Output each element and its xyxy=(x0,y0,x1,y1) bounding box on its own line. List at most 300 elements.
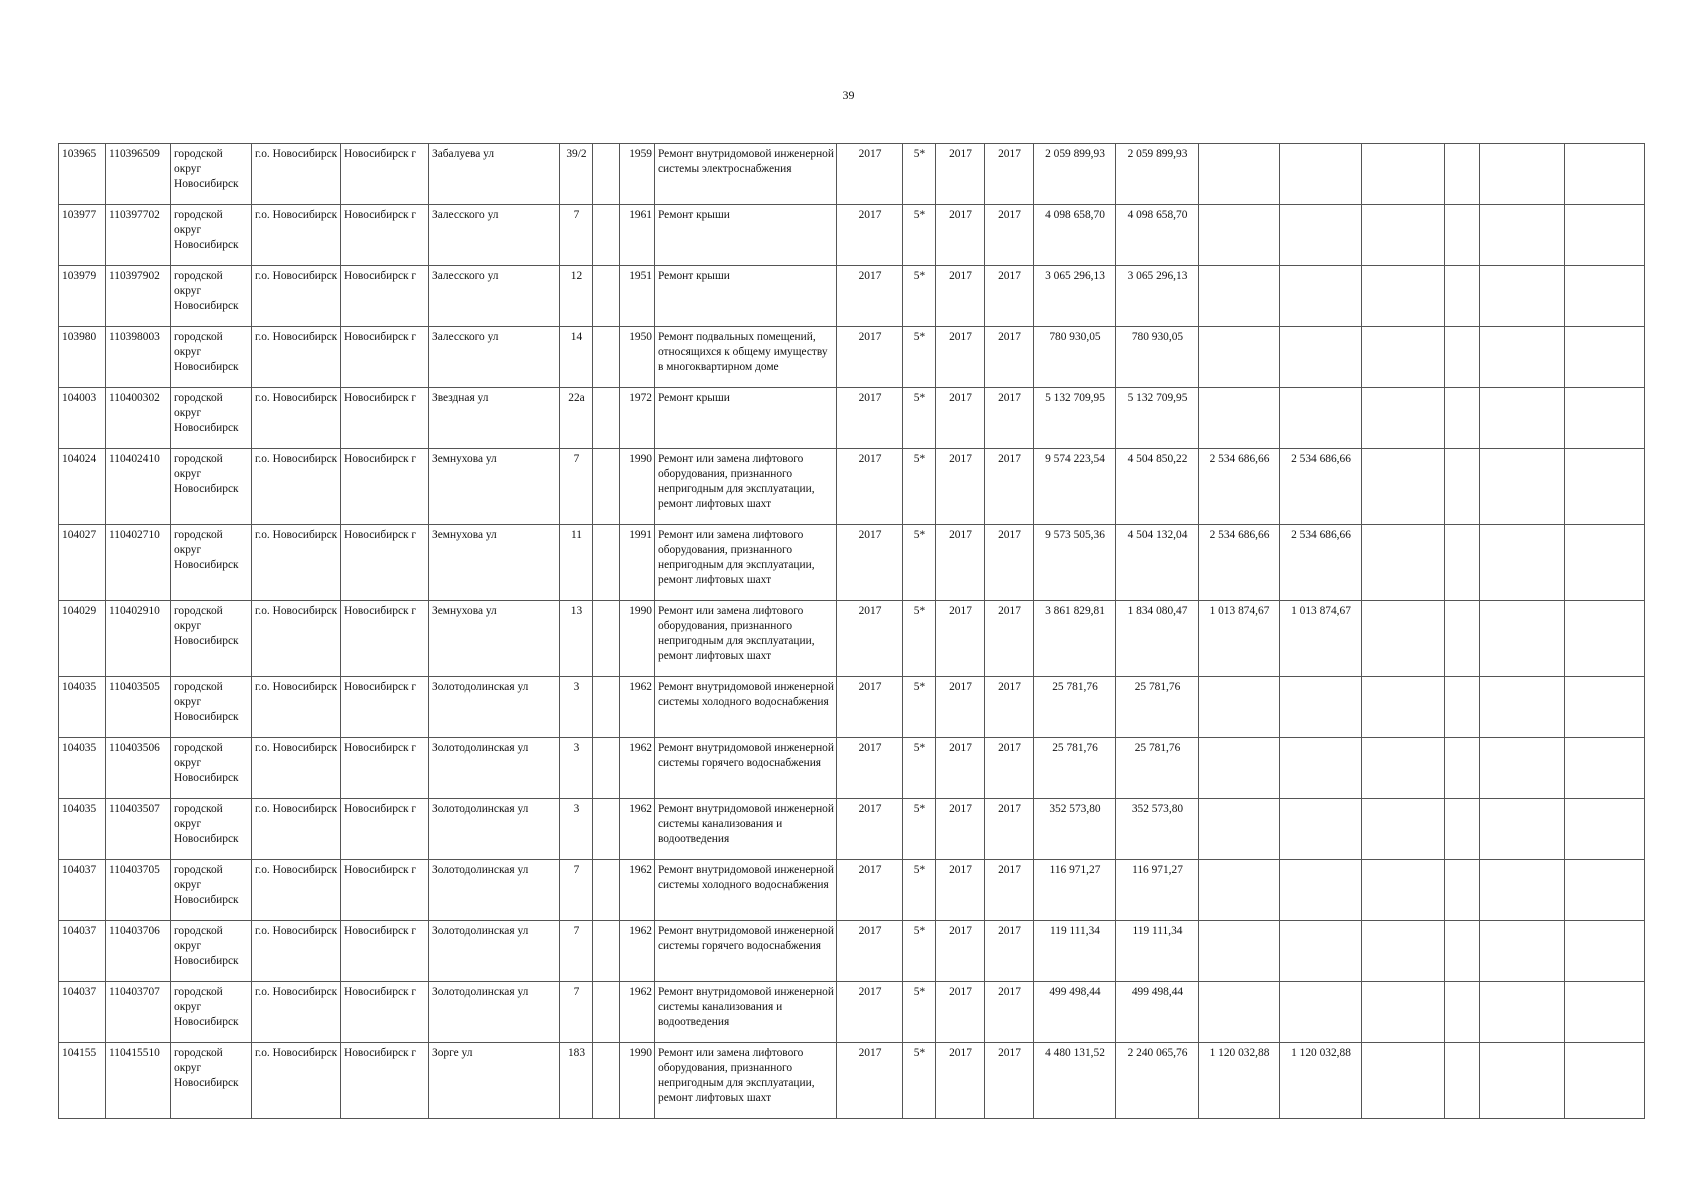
cell-note: 5* xyxy=(903,525,936,601)
cell-locality: Новосибирск г xyxy=(341,266,429,327)
cell-total-cost: 3 861 829,81 xyxy=(1034,601,1116,677)
cell-street: Залесского ул xyxy=(429,205,560,266)
cell-cost-subsidy-2: 2 534 686,66 xyxy=(1280,525,1362,601)
cell-work-type: Ремонт внутридомовой инженерной системы электроснабжения xyxy=(655,144,837,205)
cell-building-letter xyxy=(593,388,620,449)
cell-cost-col-22 xyxy=(1565,738,1645,799)
cell-cost-col-22 xyxy=(1565,799,1645,860)
cell-house-number: 7 xyxy=(560,205,593,266)
cell-cost-subsidy-2 xyxy=(1280,921,1362,982)
cell-building-id: 104029 xyxy=(59,601,106,677)
cell-cost-col-22 xyxy=(1565,144,1645,205)
table-row xyxy=(59,738,1645,799)
cell-cost-col-20 xyxy=(1445,205,1480,266)
cell-cost-col-20 xyxy=(1445,144,1480,205)
cell-start-year: 2017 xyxy=(936,677,985,738)
cell-plan-year: 2017 xyxy=(837,327,903,388)
cell-municipal-district: г.о. Новосибирск xyxy=(252,738,341,799)
cell-cost-col-22 xyxy=(1565,921,1645,982)
cell-work-type: Ремонт внутридомовой инженерной системы канализования и водоотведения xyxy=(655,799,837,860)
cell-record-id: 110403506 xyxy=(106,738,171,799)
cell-building-id: 104035 xyxy=(59,677,106,738)
cell-house-number: 3 xyxy=(560,799,593,860)
cell-start-year: 2017 xyxy=(936,601,985,677)
cell-work-type: Ремонт или замена лифтового оборудования, признанного непригодным для эксплуатации, ремонт лифтовых шахт xyxy=(655,1043,837,1119)
table-row xyxy=(59,388,1645,449)
cell-total-cost: 4 480 131,52 xyxy=(1034,1043,1116,1119)
cell-work-type: Ремонт или замена лифтового оборудования, признанного непригодным для эксплуатации, ремонт лифтовых шахт xyxy=(655,449,837,525)
cell-total-cost: 499 498,44 xyxy=(1034,982,1116,1043)
cell-cost-owners: 119 111,34 xyxy=(1116,921,1199,982)
cell-plan-year: 2017 xyxy=(837,525,903,601)
cell-record-id: 110400302 xyxy=(106,388,171,449)
cell-cost-col-19 xyxy=(1362,266,1445,327)
cell-cost-col-19 xyxy=(1362,738,1445,799)
cell-locality: Новосибирск г xyxy=(341,738,429,799)
cell-plan-year: 2017 xyxy=(837,1043,903,1119)
cell-plan-year: 2017 xyxy=(837,677,903,738)
cell-start-year: 2017 xyxy=(936,144,985,205)
cell-cost-col-21 xyxy=(1480,601,1565,677)
cell-cost-subsidy-1: 1 120 032,88 xyxy=(1199,1043,1280,1119)
cell-cost-col-21 xyxy=(1480,525,1565,601)
cell-cost-col-19 xyxy=(1362,525,1445,601)
cell-record-id: 110403706 xyxy=(106,921,171,982)
cell-municipality: городской округ Новосибирск xyxy=(171,982,252,1043)
cell-record-id: 110402910 xyxy=(106,601,171,677)
cell-locality: Новосибирск г xyxy=(341,449,429,525)
cell-cost-col-19 xyxy=(1362,601,1445,677)
cell-building-letter xyxy=(593,738,620,799)
cell-municipality: городской округ Новосибирск xyxy=(171,601,252,677)
cell-street: Золотодолинская ул xyxy=(429,738,560,799)
cell-municipal-district: г.о. Новосибирск xyxy=(252,921,341,982)
cell-building-id: 104037 xyxy=(59,921,106,982)
cell-municipal-district: г.о. Новосибирск xyxy=(252,388,341,449)
cell-plan-year: 2017 xyxy=(837,738,903,799)
cell-street: Золотодолинская ул xyxy=(429,677,560,738)
cell-municipality: городской округ Новосибирск xyxy=(171,266,252,327)
cell-building-id: 103980 xyxy=(59,327,106,388)
cell-house-number: 7 xyxy=(560,860,593,921)
cell-cost-col-21 xyxy=(1480,677,1565,738)
cell-cost-subsidy-1 xyxy=(1199,738,1280,799)
cell-build-year: 1990 xyxy=(620,449,655,525)
cell-record-id: 110397702 xyxy=(106,205,171,266)
cell-end-year: 2017 xyxy=(985,388,1034,449)
cell-note: 5* xyxy=(903,449,936,525)
cell-street: Звездная ул xyxy=(429,388,560,449)
cell-end-year: 2017 xyxy=(985,860,1034,921)
table-row xyxy=(59,144,1645,205)
cell-cost-subsidy-1: 2 534 686,66 xyxy=(1199,449,1280,525)
table-row xyxy=(59,921,1645,982)
cell-cost-subsidy-1 xyxy=(1199,327,1280,388)
cell-cost-col-21 xyxy=(1480,388,1565,449)
cell-building-id: 104027 xyxy=(59,525,106,601)
cell-municipal-district: г.о. Новосибирск xyxy=(252,327,341,388)
cell-cost-col-19 xyxy=(1362,327,1445,388)
cell-municipality: городской округ Новосибирск xyxy=(171,205,252,266)
cell-build-year: 1962 xyxy=(620,738,655,799)
cell-cost-col-20 xyxy=(1445,799,1480,860)
cell-cost-col-21 xyxy=(1480,266,1565,327)
cell-cost-owners: 499 498,44 xyxy=(1116,982,1199,1043)
cell-note: 5* xyxy=(903,921,936,982)
cell-cost-col-19 xyxy=(1362,449,1445,525)
cell-record-id: 110398003 xyxy=(106,327,171,388)
cell-cost-col-21 xyxy=(1480,1043,1565,1119)
cell-cost-owners: 780 930,05 xyxy=(1116,327,1199,388)
cell-start-year: 2017 xyxy=(936,327,985,388)
cell-build-year: 1990 xyxy=(620,601,655,677)
table-row xyxy=(59,860,1645,921)
cell-cost-subsidy-1 xyxy=(1199,799,1280,860)
cell-house-number: 7 xyxy=(560,921,593,982)
cell-cost-col-20 xyxy=(1445,388,1480,449)
cell-work-type: Ремонт внутридомовой инженерной системы горячего водоснабжения xyxy=(655,738,837,799)
cell-work-type: Ремонт крыши xyxy=(655,266,837,327)
cell-total-cost: 2 059 899,93 xyxy=(1034,144,1116,205)
cell-cost-col-19 xyxy=(1362,799,1445,860)
cell-building-letter xyxy=(593,327,620,388)
cell-building-id: 103965 xyxy=(59,144,106,205)
cell-cost-subsidy-2: 1 120 032,88 xyxy=(1280,1043,1362,1119)
cell-build-year: 1962 xyxy=(620,677,655,738)
cell-municipal-district: г.о. Новосибирск xyxy=(252,677,341,738)
cell-cost-col-20 xyxy=(1445,860,1480,921)
cell-total-cost: 119 111,34 xyxy=(1034,921,1116,982)
cell-plan-year: 2017 xyxy=(837,799,903,860)
cell-cost-col-19 xyxy=(1362,921,1445,982)
cell-start-year: 2017 xyxy=(936,982,985,1043)
cell-plan-year: 2017 xyxy=(837,144,903,205)
cell-street: Залесского ул xyxy=(429,327,560,388)
cell-total-cost: 9 574 223,54 xyxy=(1034,449,1116,525)
cell-end-year: 2017 xyxy=(985,144,1034,205)
cell-cost-col-19 xyxy=(1362,982,1445,1043)
cell-cost-subsidy-2 xyxy=(1280,205,1362,266)
cell-total-cost: 352 573,80 xyxy=(1034,799,1116,860)
cell-note: 5* xyxy=(903,144,936,205)
cell-municipal-district: г.о. Новосибирск xyxy=(252,1043,341,1119)
cell-record-id: 110402710 xyxy=(106,525,171,601)
cell-house-number: 7 xyxy=(560,449,593,525)
cell-cost-col-20 xyxy=(1445,525,1480,601)
cell-cost-col-20 xyxy=(1445,921,1480,982)
cell-cost-col-20 xyxy=(1445,601,1480,677)
cell-start-year: 2017 xyxy=(936,860,985,921)
cell-cost-subsidy-1 xyxy=(1199,860,1280,921)
cell-street: Зорге ул xyxy=(429,1043,560,1119)
cell-cost-col-22 xyxy=(1565,1043,1645,1119)
cell-cost-col-21 xyxy=(1480,860,1565,921)
cell-cost-col-22 xyxy=(1565,205,1645,266)
cell-note: 5* xyxy=(903,677,936,738)
cell-end-year: 2017 xyxy=(985,601,1034,677)
table-row xyxy=(59,327,1645,388)
cell-build-year: 1990 xyxy=(620,1043,655,1119)
table-body xyxy=(59,144,1645,1119)
cell-house-number: 7 xyxy=(560,982,593,1043)
cell-build-year: 1991 xyxy=(620,525,655,601)
cell-plan-year: 2017 xyxy=(837,982,903,1043)
cell-cost-owners: 25 781,76 xyxy=(1116,738,1199,799)
table-row xyxy=(59,1043,1645,1119)
cell-start-year: 2017 xyxy=(936,449,985,525)
cell-cost-col-21 xyxy=(1480,982,1565,1043)
cell-cost-subsidy-2 xyxy=(1280,799,1362,860)
cell-building-letter xyxy=(593,449,620,525)
table-row xyxy=(59,266,1645,327)
cell-house-number: 22а xyxy=(560,388,593,449)
cell-cost-col-19 xyxy=(1362,860,1445,921)
cell-cost-col-20 xyxy=(1445,738,1480,799)
cell-building-id: 103979 xyxy=(59,266,106,327)
cell-cost-col-21 xyxy=(1480,449,1565,525)
cell-end-year: 2017 xyxy=(985,449,1034,525)
table-row xyxy=(59,982,1645,1043)
cell-municipality: городской округ Новосибирск xyxy=(171,921,252,982)
cell-end-year: 2017 xyxy=(985,1043,1034,1119)
cell-cost-col-19 xyxy=(1362,144,1445,205)
cell-cost-subsidy-2 xyxy=(1280,860,1362,921)
cell-note: 5* xyxy=(903,327,936,388)
cell-municipality: городской округ Новосибирск xyxy=(171,677,252,738)
cell-note: 5* xyxy=(903,388,936,449)
cell-locality: Новосибирск г xyxy=(341,144,429,205)
cell-note: 5* xyxy=(903,860,936,921)
cell-cost-owners: 2 240 065,76 xyxy=(1116,1043,1199,1119)
cell-cost-subsidy-2 xyxy=(1280,738,1362,799)
cell-plan-year: 2017 xyxy=(837,205,903,266)
cell-total-cost: 9 573 505,36 xyxy=(1034,525,1116,601)
cell-cost-col-21 xyxy=(1480,799,1565,860)
cell-locality: Новосибирск г xyxy=(341,327,429,388)
cell-municipal-district: г.о. Новосибирск xyxy=(252,144,341,205)
cell-municipal-district: г.о. Новосибирск xyxy=(252,799,341,860)
cell-plan-year: 2017 xyxy=(837,388,903,449)
cell-municipality: городской округ Новосибирск xyxy=(171,738,252,799)
cell-house-number: 12 xyxy=(560,266,593,327)
cell-municipal-district: г.о. Новосибирск xyxy=(252,982,341,1043)
cell-cost-col-21 xyxy=(1480,205,1565,266)
cell-note: 5* xyxy=(903,1043,936,1119)
cell-cost-subsidy-2 xyxy=(1280,266,1362,327)
cell-cost-subsidy-2 xyxy=(1280,144,1362,205)
cell-cost-owners: 1 834 080,47 xyxy=(1116,601,1199,677)
cell-house-number: 3 xyxy=(560,677,593,738)
cell-cost-col-22 xyxy=(1565,601,1645,677)
cell-work-type: Ремонт внутридомовой инженерной системы горячего водоснабжения xyxy=(655,921,837,982)
cell-building-id: 104037 xyxy=(59,860,106,921)
cell-building-letter xyxy=(593,982,620,1043)
cell-cost-col-20 xyxy=(1445,677,1480,738)
cell-cost-col-21 xyxy=(1480,327,1565,388)
cell-cost-col-20 xyxy=(1445,982,1480,1043)
cell-end-year: 2017 xyxy=(985,205,1034,266)
cell-street: Забалуева ул xyxy=(429,144,560,205)
cell-cost-col-21 xyxy=(1480,921,1565,982)
cell-total-cost: 3 065 296,13 xyxy=(1034,266,1116,327)
cell-street: Золотодолинская ул xyxy=(429,921,560,982)
cell-building-letter xyxy=(593,144,620,205)
table-row xyxy=(59,601,1645,677)
table-row xyxy=(59,525,1645,601)
cell-building-id: 104024 xyxy=(59,449,106,525)
cell-cost-subsidy-1: 1 013 874,67 xyxy=(1199,601,1280,677)
cell-work-type: Ремонт внутридомовой инженерной системы канализования и водоотведения xyxy=(655,982,837,1043)
cell-work-type: Ремонт внутридомовой инженерной системы холодного водоснабжения xyxy=(655,860,837,921)
cell-start-year: 2017 xyxy=(936,266,985,327)
cell-cost-owners: 4 504 850,22 xyxy=(1116,449,1199,525)
cell-build-year: 1972 xyxy=(620,388,655,449)
cell-cost-subsidy-1 xyxy=(1199,921,1280,982)
cell-house-number: 11 xyxy=(560,525,593,601)
cell-street: Земнухова ул xyxy=(429,449,560,525)
repair-program-table xyxy=(58,143,1645,1119)
cell-municipality: городской округ Новосибирск xyxy=(171,860,252,921)
cell-build-year: 1962 xyxy=(620,860,655,921)
cell-cost-col-22 xyxy=(1565,449,1645,525)
cell-start-year: 2017 xyxy=(936,1043,985,1119)
cell-cost-col-21 xyxy=(1480,738,1565,799)
cell-cost-subsidy-1 xyxy=(1199,266,1280,327)
cell-cost-owners: 352 573,80 xyxy=(1116,799,1199,860)
cell-build-year: 1950 xyxy=(620,327,655,388)
cell-street: Золотодолинская ул xyxy=(429,982,560,1043)
cell-cost-subsidy-1 xyxy=(1199,982,1280,1043)
cell-total-cost: 25 781,76 xyxy=(1034,677,1116,738)
cell-cost-owners: 116 971,27 xyxy=(1116,860,1199,921)
cell-cost-col-22 xyxy=(1565,388,1645,449)
cell-building-id: 103977 xyxy=(59,205,106,266)
table-row xyxy=(59,677,1645,738)
cell-cost-col-22 xyxy=(1565,860,1645,921)
cell-cost-col-19 xyxy=(1362,1043,1445,1119)
cell-cost-col-20 xyxy=(1445,266,1480,327)
cell-work-type: Ремонт крыши xyxy=(655,205,837,266)
cell-building-id: 104035 xyxy=(59,799,106,860)
cell-house-number: 13 xyxy=(560,601,593,677)
cell-cost-owners: 25 781,76 xyxy=(1116,677,1199,738)
cell-street: Залесского ул xyxy=(429,266,560,327)
cell-locality: Новосибирск г xyxy=(341,388,429,449)
cell-cost-subsidy-1 xyxy=(1199,205,1280,266)
cell-municipal-district: г.о. Новосибирск xyxy=(252,525,341,601)
cell-plan-year: 2017 xyxy=(837,601,903,677)
cell-plan-year: 2017 xyxy=(837,921,903,982)
cell-start-year: 2017 xyxy=(936,205,985,266)
cell-cost-subsidy-1: 2 534 686,66 xyxy=(1199,525,1280,601)
cell-cost-owners: 3 065 296,13 xyxy=(1116,266,1199,327)
cell-building-letter xyxy=(593,799,620,860)
cell-cost-subsidy-2 xyxy=(1280,327,1362,388)
cell-note: 5* xyxy=(903,205,936,266)
cell-locality: Новосибирск г xyxy=(341,921,429,982)
cell-end-year: 2017 xyxy=(985,677,1034,738)
cell-municipality: городской округ Новосибирск xyxy=(171,1043,252,1119)
cell-cost-owners: 5 132 709,95 xyxy=(1116,388,1199,449)
cell-cost-col-21 xyxy=(1480,144,1565,205)
cell-build-year: 1951 xyxy=(620,266,655,327)
cell-locality: Новосибирск г xyxy=(341,799,429,860)
cell-municipal-district: г.о. Новосибирск xyxy=(252,266,341,327)
cell-total-cost: 5 132 709,95 xyxy=(1034,388,1116,449)
cell-end-year: 2017 xyxy=(985,327,1034,388)
cell-start-year: 2017 xyxy=(936,921,985,982)
cell-plan-year: 2017 xyxy=(837,266,903,327)
cell-municipality: городской округ Новосибирск xyxy=(171,799,252,860)
cell-building-letter xyxy=(593,205,620,266)
cell-street: Золотодолинская ул xyxy=(429,860,560,921)
cell-record-id: 110397902 xyxy=(106,266,171,327)
cell-work-type: Ремонт или замена лифтового оборудования, признанного непригодным для эксплуатации, ремонт лифтовых шахт xyxy=(655,525,837,601)
cell-locality: Новосибирск г xyxy=(341,677,429,738)
cell-municipal-district: г.о. Новосибирск xyxy=(252,205,341,266)
cell-locality: Новосибирск г xyxy=(341,860,429,921)
cell-start-year: 2017 xyxy=(936,525,985,601)
cell-building-letter xyxy=(593,860,620,921)
cell-start-year: 2017 xyxy=(936,388,985,449)
cell-cost-col-22 xyxy=(1565,982,1645,1043)
cell-record-id: 110396509 xyxy=(106,144,171,205)
cell-street: Земнухова ул xyxy=(429,601,560,677)
cell-cost-subsidy-2 xyxy=(1280,388,1362,449)
cell-cost-col-19 xyxy=(1362,205,1445,266)
cell-end-year: 2017 xyxy=(985,921,1034,982)
cell-street: Земнухова ул xyxy=(429,525,560,601)
cell-cost-subsidy-1 xyxy=(1199,388,1280,449)
cell-building-letter xyxy=(593,601,620,677)
cell-locality: Новосибирск г xyxy=(341,525,429,601)
cell-locality: Новосибирск г xyxy=(341,1043,429,1119)
cell-municipality: городской округ Новосибирск xyxy=(171,327,252,388)
cell-street: Золотодолинская ул xyxy=(429,799,560,860)
cell-cost-col-20 xyxy=(1445,449,1480,525)
page-number: 39 xyxy=(842,88,855,102)
cell-municipality: городской округ Новосибирск xyxy=(171,525,252,601)
cell-start-year: 2017 xyxy=(936,738,985,799)
cell-cost-subsidy-2 xyxy=(1280,982,1362,1043)
cell-record-id: 110403705 xyxy=(106,860,171,921)
cell-total-cost: 780 930,05 xyxy=(1034,327,1116,388)
cell-record-id: 110415510 xyxy=(106,1043,171,1119)
cell-cost-owners: 4 098 658,70 xyxy=(1116,205,1199,266)
cell-build-year: 1959 xyxy=(620,144,655,205)
cell-work-type: Ремонт подвальных помещений, относящихся к общему имуществу в многоквартирном доме xyxy=(655,327,837,388)
cell-start-year: 2017 xyxy=(936,799,985,860)
cell-record-id: 110402410 xyxy=(106,449,171,525)
cell-cost-subsidy-2: 2 534 686,66 xyxy=(1280,449,1362,525)
cell-locality: Новосибирск г xyxy=(341,601,429,677)
cell-record-id: 110403507 xyxy=(106,799,171,860)
cell-municipal-district: г.о. Новосибирск xyxy=(252,601,341,677)
cell-cost-col-20 xyxy=(1445,327,1480,388)
cell-note: 5* xyxy=(903,601,936,677)
cell-work-type: Ремонт или замена лифтового оборудования, признанного непригодным для эксплуатации, ремонт лифтовых шахт xyxy=(655,601,837,677)
cell-end-year: 2017 xyxy=(985,525,1034,601)
cell-end-year: 2017 xyxy=(985,738,1034,799)
cell-end-year: 2017 xyxy=(985,982,1034,1043)
cell-building-letter xyxy=(593,266,620,327)
cell-locality: Новосибирск г xyxy=(341,982,429,1043)
cell-record-id: 110403505 xyxy=(106,677,171,738)
cell-building-letter xyxy=(593,677,620,738)
cell-cost-subsidy-1 xyxy=(1199,144,1280,205)
cell-cost-col-20 xyxy=(1445,1043,1480,1119)
cell-building-letter xyxy=(593,921,620,982)
